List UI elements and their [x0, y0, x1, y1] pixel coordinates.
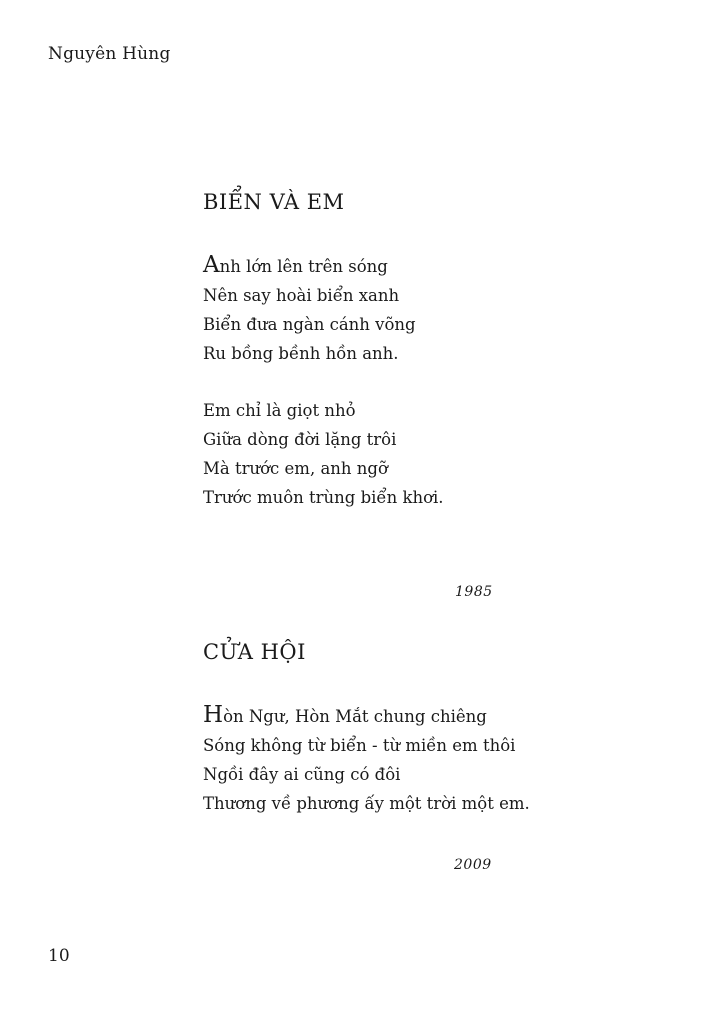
poem-line: Mà trước em, anh ngỡ: [203, 459, 388, 478]
poem-line: Nên say hoài biển xanh: [203, 286, 400, 305]
stanza: [203, 396, 503, 512]
drop-cap: H: [203, 702, 224, 728]
page-number: 10: [48, 946, 70, 966]
poem-line: [203, 252, 503, 281]
poem-line: Ngồi đây ai cũng có đôi: [203, 765, 401, 784]
poem-line: Giữa dòng đời lặng trôi: [203, 430, 397, 449]
poem-title: CỬA HỘI: [203, 640, 306, 664]
running-header-author: Nguyên Hùng: [48, 44, 171, 64]
drop-cap: A: [203, 252, 220, 278]
poem-line-text: òn Ngư, Hòn Mắt chung chiêng: [223, 707, 487, 726]
poem-title: BIỂN VÀ EM: [203, 190, 345, 214]
stanza: [203, 702, 530, 818]
poem-line: Trước muôn trùng biển khơi.: [203, 488, 444, 507]
poem-year: 1985: [455, 584, 493, 600]
poem-bien-va-em: [203, 190, 503, 512]
poem-line: Thương về phương ấy một trời một em.: [203, 794, 530, 813]
poem-line-text: nh lớn lên trên sóng: [219, 257, 388, 276]
poem-line: Ru bồng bềnh hồn anh.: [203, 344, 399, 363]
poem-cua-hoi: [203, 640, 530, 818]
poem-year: 2009: [454, 857, 492, 873]
poem-line: [203, 702, 503, 731]
stanza: [203, 252, 503, 368]
poem-line: Biển đưa ngàn cánh võng: [203, 315, 416, 334]
poem-line: Em chỉ là giọt nhỏ: [203, 401, 356, 420]
poem-line: Sóng không từ biển - từ miền em thôi: [203, 736, 516, 755]
